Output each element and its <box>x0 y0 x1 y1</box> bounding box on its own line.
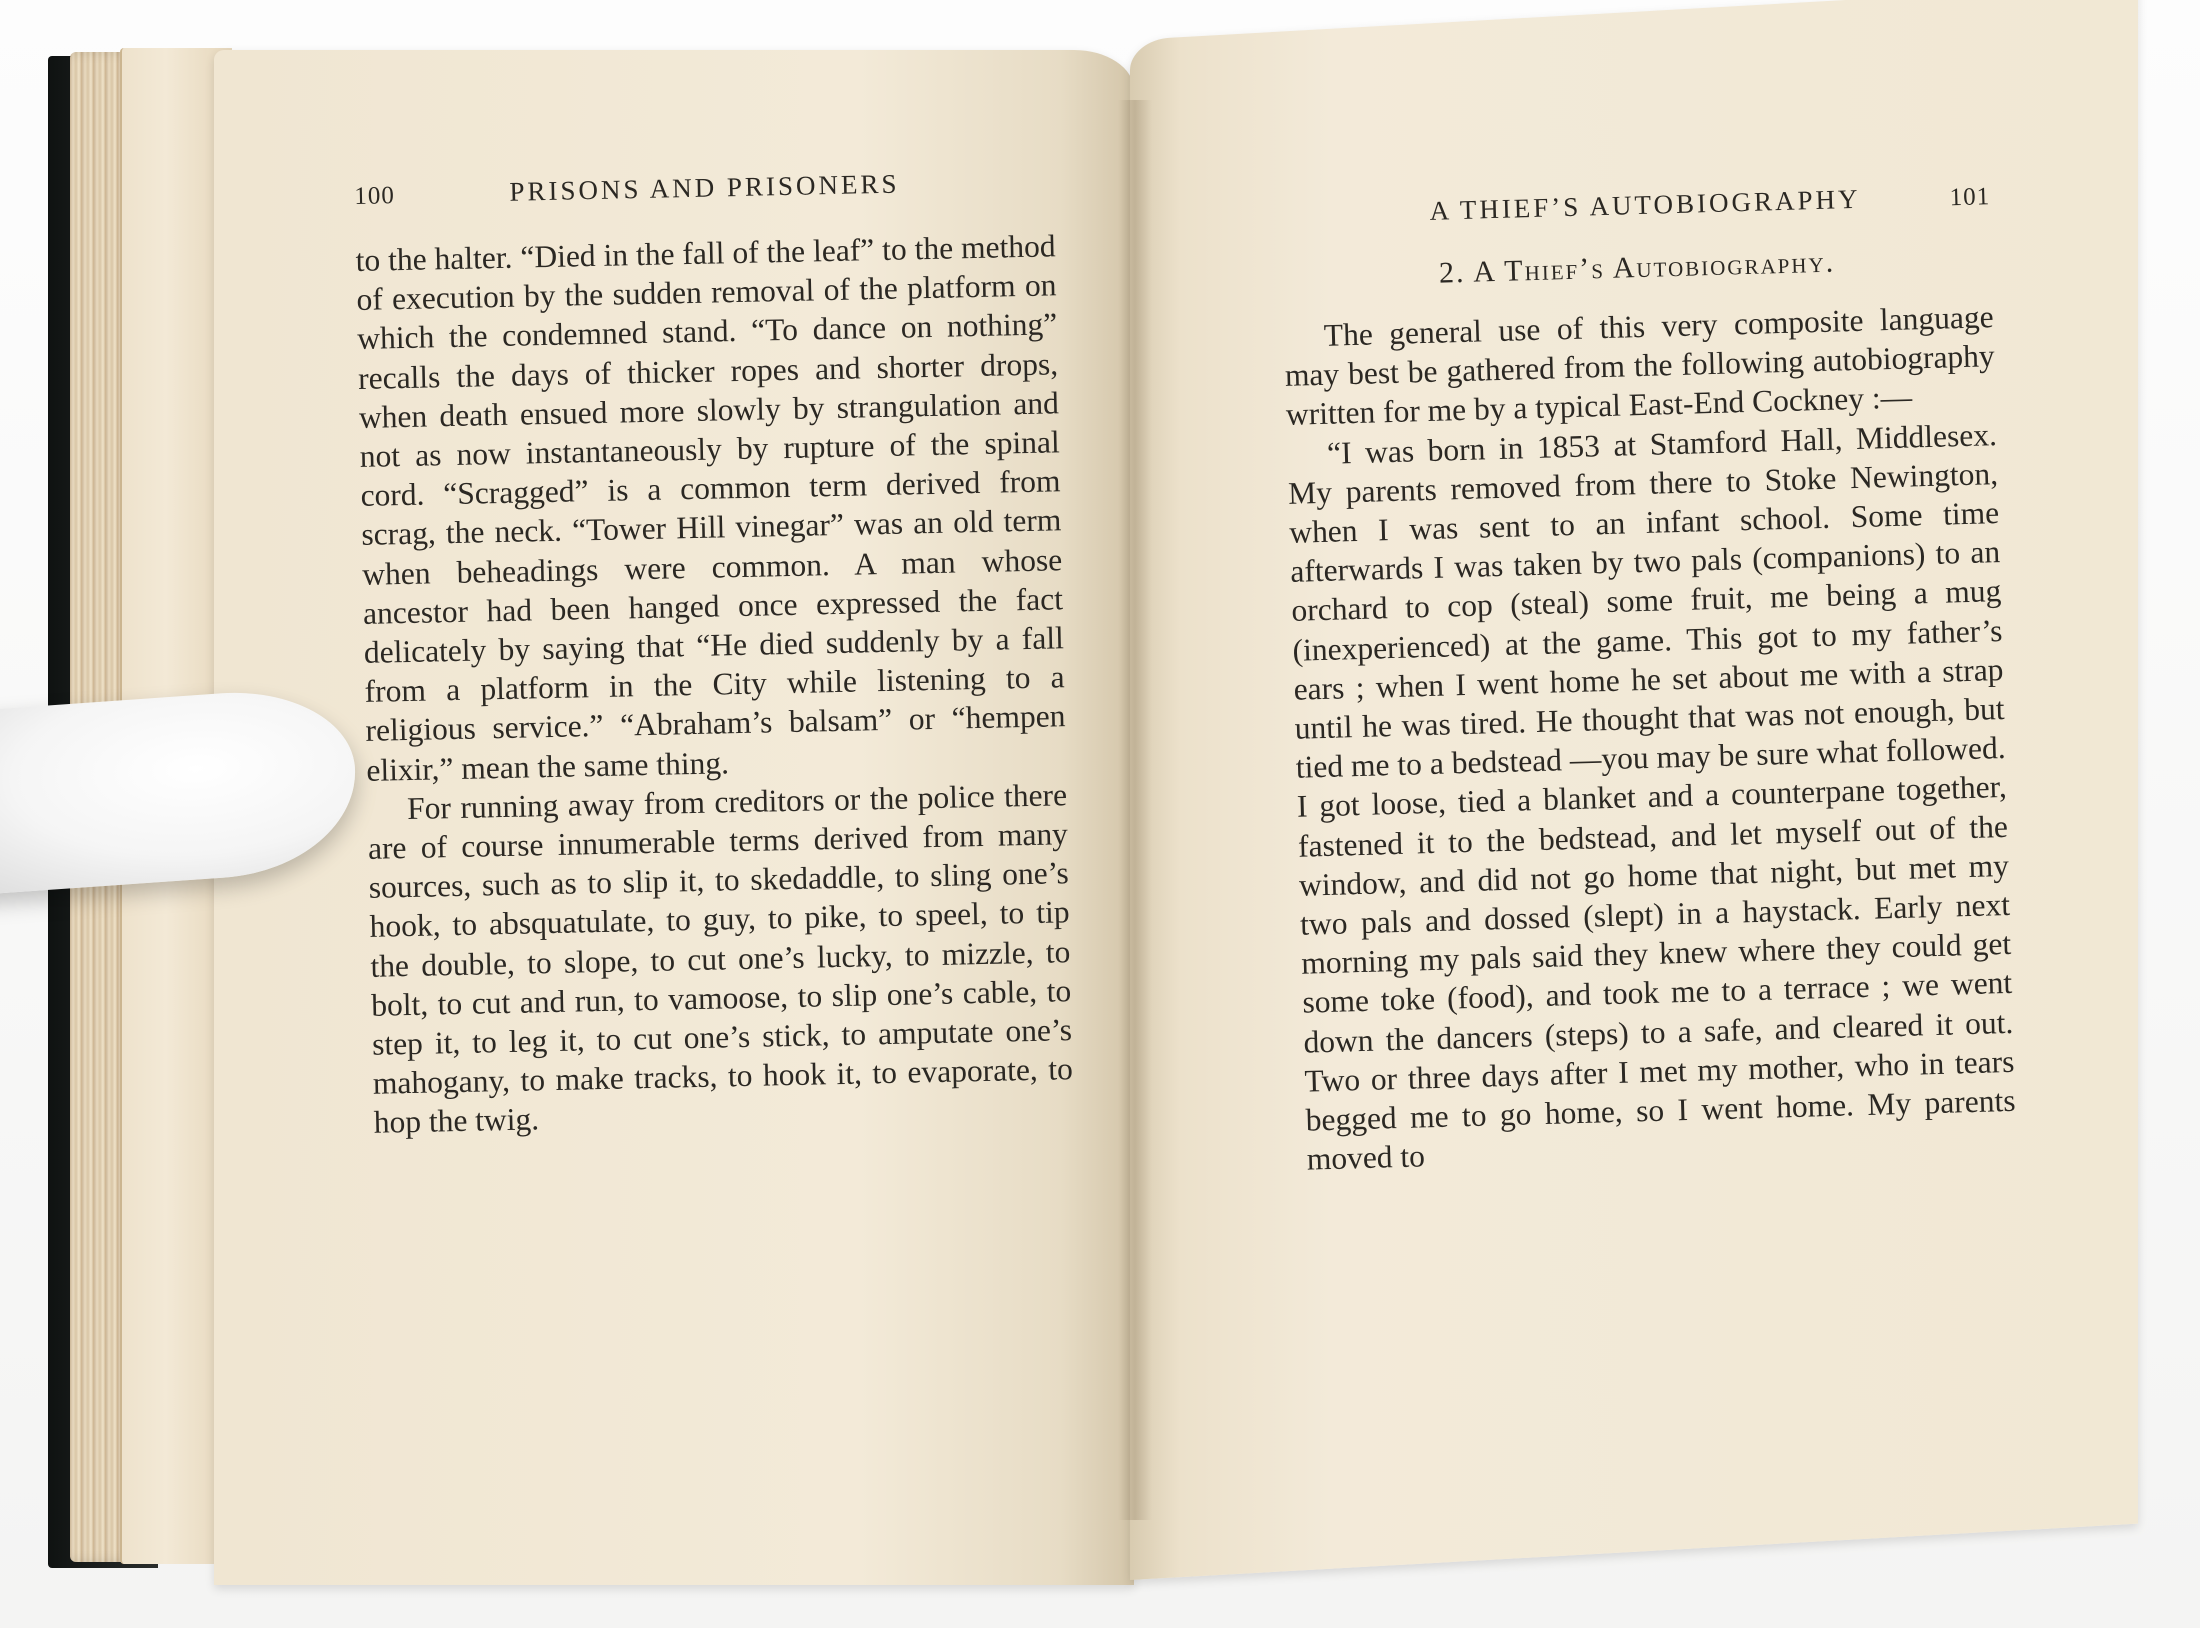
left-page-number: 100 <box>354 182 396 210</box>
book-gutter <box>1118 100 1152 1520</box>
left-running-title: PRISONS AND PRISONERS <box>509 168 900 207</box>
left-body <box>355 226 1074 1142</box>
right-page-number: 101 <box>1949 183 1991 212</box>
left-paragraph-2: For running away from creditors or the police there are of course innumerable terms derived from many sources, such as to slip it, to skedaddle, to sling one’s hook, to absquatulate, to guy, to pike, to speel, to tip the double, to slope, to cut one’s lucky, to mizzle, to bolt, to cut and run, to vamoose, to slip one’s cable, to step it, to leg it, to cut one’s stick, to amputate one’s mahogany, to make tracks, to hook it, to evaporate, to hop the twig. <box>367 777 1074 1141</box>
right-paragraph-2: “I was born in 1853 at Stamford Hall, Middlesex. My parents removed from there to Stoke Newington, when I was sent to an infant school. Some time afterwards I was taken by two pals (companions) to an orchard to cop (steal) some fruit, me being a mug (inexperienced) at the game. This got to my father’s ears ; when I went home he set about me with a strap until he was tired. He thought that was not enough, but tied me to a bedstead —you may be sure what followed. I got loose, tied a blanket and a counterpane together, fastened it to the bedstead, and let myself out of the window, and did not go home that night, but met my two pals and dossed (slept) in a haystack. Early next morning my pals said they knew where they could get some toke (food), and took me to a terrace ; we went down the dancers (steps) to a safe, and cleared it out. Two or three days after I met my mother, who in tears begged me to go home, so I went home. My parents moved to <box>1287 416 2016 1177</box>
right-running-title: A THIEF’S AUTOBIOGRAPHY <box>1429 183 1861 226</box>
right-page-text <box>1280 180 2017 1179</box>
section-heading: 2. A Thief’s Autobiography. <box>1438 245 1836 290</box>
right-body <box>1283 297 2017 1179</box>
right-paragraph-1: The general use of this very composite language may best be gathered from the following autobiography written for me by a typical East-End Cockney :— <box>1284 299 1996 433</box>
left-paragraph-1: to the halter. “Died in the fall of the leaf” to the method of execution by the sudden removal of the platform on which the condemned stand. “To dance on nothing” recalls the days of thicker ropes and shorter drops, when death ensued more slowly by strangulation and not as now instantaneously by rupture of the spinal cord. “Scragged” is a common term derived from scrag, the neck. “Tower Hill vinegar” was an old term when beheadings were common. A man whose ancestor had been hanged once expressed the fact delicately by saying that “He died suddenly by a fall from a platform in the City while listening to a religious service.” “Abraham’s balsam” or “hempen elixir,” mean the same thing. <box>355 228 1066 788</box>
left-page-text <box>354 165 1074 1142</box>
